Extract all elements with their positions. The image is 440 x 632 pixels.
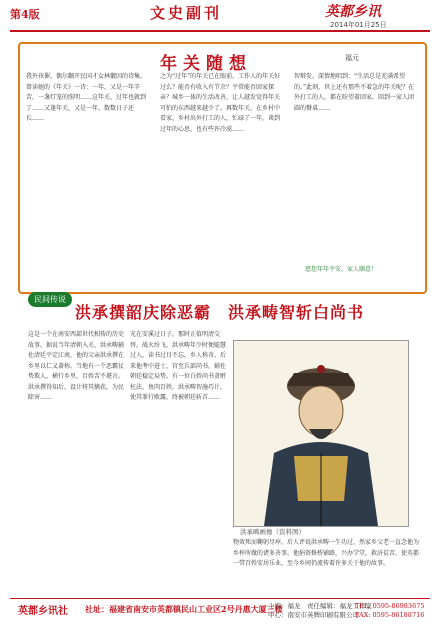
footer-tel: TEL: 0595-86983675 [355, 602, 425, 610]
article-headline: 洪承撰韶庆除恶霸 洪承畴智斩白尚书 [75, 303, 365, 322]
issue-date: 2014年01月25日 [330, 21, 387, 29]
feature-column-3: 智辩发，深情地唱到：“生活总是充满希望的。”此刻，世上还有那些不着急的年关呢？在外打工的人，都在盼望着回家，回到一家人团圆的餐桌…… [294, 73, 415, 112]
feature-author: 福元 [345, 54, 359, 62]
footer-editor-line: 主编：福龙 责任编辑：福龙工作室 [268, 602, 372, 610]
footer-publisher-line: 中心：南安市英牌印刷有限公司 [268, 611, 359, 619]
article-column-2: 光在安溪过日子，那时正值明清交替，战火纷飞。洪承畴年少时便聪慧过人，读书过目不忘，乡人称奇。后来他考中进士，官至兵部尚书，辅佐朝廷稳定局势。有一位白姓尚书贪赃枉法，鱼肉百姓，洪承畴智施巧计，使其罪行败露，终被朝廷斩首…… [130, 331, 227, 401]
header-divider [10, 30, 430, 32]
feature-column-2: 之为“过年”的年关已在眼前。工作人的年关好过么？能否有收入有节余？平常能否回家探亲？城乡一体的生活改善，让人越发觉得年关可怕的东西越来越少了。再数年关，在乡村中看家，乡村出外打工的人，忙碌了一年，谈到过年的心思，也有些许冷漠…… [160, 73, 281, 133]
footer-fax: FAX: 0595-86188716 [355, 611, 425, 619]
edition-number: 第4版 [10, 8, 40, 21]
feature-closing: 愿您年年平安，家人顺意！ [305, 266, 378, 273]
feature-column-1: 我外孩催，偶尔翻开民国才女林徽因的诗集，曾读她的《年关》一诗：一年，又是一年辛苦，一盏灯笼的照明……这年关，过年也就到了……又逢年关，又是一年，数数日子还长…… [26, 73, 147, 122]
qing-official-illustration [234, 341, 408, 526]
portrait-caption: 洪承畴画像（资料图） [240, 528, 305, 536]
section-title: 文史副刊 [150, 4, 223, 22]
feature-title: 年关随想 [160, 54, 252, 74]
article-column-1: 这是一个在南安西部世代相传的历史故事。据说当年清朝入关，洪承畴辅佐清廷平定江南，他的父亲洪承撰在乡里以仁义著称。当地有一个恶霸仗势欺人，横行乡里，百姓苦不堪言。洪承撰得知后，设计将其擒获，为民除害…… [28, 331, 125, 401]
footer-logo: 英都乡讯社 [18, 606, 68, 617]
portrait-image [233, 340, 409, 527]
footer-contacts [355, 602, 424, 620]
newspaper-logo: 英都乡讯 [325, 4, 381, 20]
page-header [0, 0, 440, 36]
article-column-3: 物效死而鞠躬尽瘁，后人评说洪承畴一生功过，然家乡父老一直念他为乡梓所做的诸多善事。他捐资修桥铺路，兴办学堂，救济贫苦，使英都一带百姓安居乐业，至今乡间仍流传着许多关于他的故事。 [233, 539, 420, 567]
footer-divider [10, 598, 430, 599]
footer-address: 社址：福建省南安市英都镇民山工业区2号丹惠大厦三楼 [85, 604, 283, 614]
category-banner: 民间传说 [28, 292, 72, 307]
